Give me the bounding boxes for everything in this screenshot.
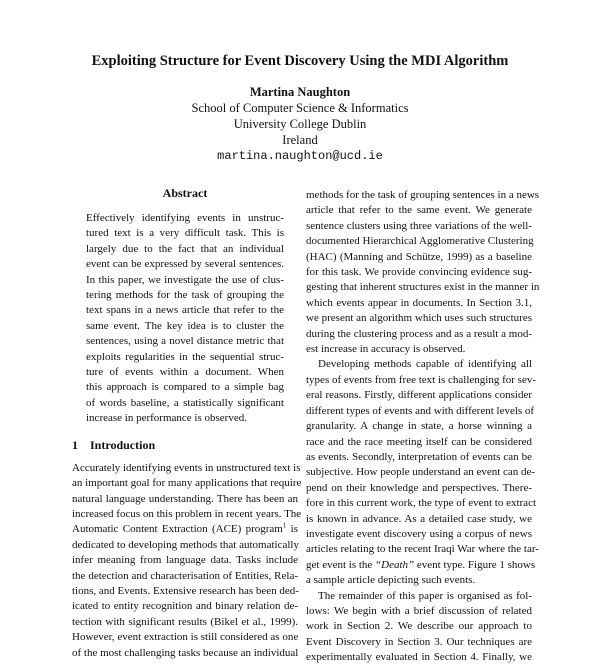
paper-title: Exploiting Structure for Event Discovery Using the MDI Algorithm — [91, 53, 509, 69]
abstract-line: increase in performance is observed. — [86, 412, 247, 425]
right-line: types of events from free text is challenging for sev- — [306, 373, 537, 386]
abstract-line: ture of events within a document. When — [86, 366, 284, 379]
abstract-line: same event. The key idea is to cluster the — [86, 319, 284, 332]
author-institution: University College Dublin — [233, 117, 367, 131]
intro-line: Accurately identifying events in unstructured text is — [72, 461, 301, 474]
left-column — [72, 186, 302, 661]
right-line: The remainder of this paper is organised as fol- — [318, 589, 532, 602]
right-line: is known in advance. As a detailed case study, we — [306, 512, 532, 525]
right-column — [306, 188, 540, 666]
abstract-line: Effectively identifying events in unstruc- — [86, 212, 284, 224]
right-line: work in Section 2. We describe our approach to — [306, 620, 532, 633]
right-line-pre: get event is the — [306, 558, 376, 571]
right-line: lows: We begin with a brief discussion of related — [306, 604, 532, 617]
intro-line: tions, and Events. Extensive research has been ded- — [72, 584, 299, 597]
right-line: article that refer to the same event. We generate — [306, 204, 532, 217]
right-line: documented Hierarchical Agglomerative Clustering — [306, 235, 534, 248]
right-line: we present an algorithm which uses such structures — [306, 312, 532, 325]
right-line-post: event type. Figure 1 shows — [414, 558, 536, 571]
intro-line: natural language understanding. There has been an — [72, 492, 298, 505]
abstract-line: of words baseline, a statistically significant — [86, 396, 284, 409]
author-country: Ireland — [282, 133, 318, 147]
abstract-line: this approach is compared to a simple bag — [86, 381, 284, 394]
right-line: different types of events and with different levels of — [306, 404, 535, 417]
intro-line: an important goal for many applications that require — [72, 477, 302, 490]
introduction-paragraph — [72, 461, 302, 661]
right-paragraph-2-body — [306, 373, 539, 589]
section-heading-introduction — [72, 438, 298, 453]
footnote-marker: 1 — [282, 521, 287, 530]
right-line: a sample article depicting such events. — [306, 574, 476, 587]
right-line: during the clustering process and as a result a mod- — [306, 327, 532, 340]
right-line: race and the race meeting itself can be considered — [306, 435, 532, 448]
abstract-line: event can be expressed by several sentences. — [86, 258, 284, 271]
right-paragraph-3 — [318, 589, 532, 604]
intro-line: the detection and characterisation of Entities, Rela- — [72, 569, 298, 582]
event-type-emphasis: “Death” — [375, 558, 415, 571]
right-line: Developing methods capable of identifying all — [318, 358, 532, 371]
intro-line: increased focus on this problem in recent years. The — [72, 507, 302, 520]
right-line: (HAC) (Manning and Schütze, 1999) as a baseline — [306, 250, 532, 263]
right-line: articles relating to the recent Iraqi War where the tar- — [306, 543, 539, 556]
abstract-line: In this paper, we investigate the use of clus- — [86, 273, 284, 286]
author-block — [100, 84, 500, 164]
right-line: subjective. How people understand an event can de- — [306, 466, 536, 479]
right-line: pend on their knowledge and perspectives. There- — [306, 481, 532, 494]
intro-line: However, event extraction is still considered as one — [72, 631, 299, 644]
right-line: gesting that inherent structures exist in the manner in — [306, 281, 540, 294]
intro-line-suffix: is — [286, 523, 298, 536]
intro-line: Automatic Content Extraction (ACE) program — [72, 523, 283, 536]
section-number: 1 — [72, 437, 78, 452]
right-line: methods for the task of grouping sentences in a news — [306, 189, 540, 201]
abstract-line: largely due to the fact that an individual — [86, 242, 284, 255]
intro-line: icated to entity recognition and binary relation de- — [72, 600, 298, 613]
author-department: School of Computer Science & Informatics — [191, 101, 409, 115]
abstract-line: tering methods for the task of grouping the — [86, 289, 284, 302]
right-line: investigate event discovery using a corpus of news — [306, 527, 532, 540]
right-line-death — [306, 558, 536, 573]
right-paragraph-2 — [318, 357, 532, 372]
author-name: Martina Naughton — [249, 85, 351, 99]
right-line: as events. Secondly, interpretation of events can be — [306, 450, 532, 463]
intro-line: tection with significant results (Bikel et al., 1999). — [72, 615, 298, 628]
intro-line: infer meaning from language data. Tasks include — [72, 554, 298, 567]
intro-line-with-footnote — [72, 522, 298, 537]
section-title: Introduction — [90, 437, 156, 452]
intro-line: dedicated to developing methods that automatically — [72, 538, 299, 551]
right-line: Event Discovery in Section 3. Our techniques are — [306, 635, 532, 648]
right-paragraph-1 — [306, 188, 540, 357]
right-line: eral reasons. Firstly, different applications consider — [306, 389, 532, 402]
right-paragraph-3-body — [306, 604, 532, 666]
right-line: granularity. A change in state, a horse winning a — [306, 420, 532, 433]
right-line: sentence clusters using three variations of the well- — [306, 219, 532, 232]
intro-line: of the most challenging tasks because an individual — [72, 646, 299, 659]
right-line: experimentally evaluated in Section 4. Finally, we — [306, 651, 532, 664]
abstract-line: text spans in a news article that refer to the — [86, 304, 284, 317]
right-line: for this task. We provide convincing evidence sug- — [306, 266, 532, 279]
abstract-heading: Abstract — [162, 186, 208, 200]
right-line: est increase in accuracy is observed. — [306, 343, 466, 356]
abstract-body — [86, 211, 284, 427]
abstract-line: tured text is a very difficult task. This is — [86, 227, 284, 240]
abstract-line: sentences, using a novel distance metric that — [86, 335, 284, 348]
right-line: fore in this current work, the type of event to extract — [306, 497, 537, 510]
right-line: which events appear in documents. In Section 3.1, — [306, 296, 532, 309]
abstract-line: exploits regularities in the sequential struc- — [86, 350, 284, 363]
author-email: martina.naughton@ucd.ie — [217, 149, 383, 163]
